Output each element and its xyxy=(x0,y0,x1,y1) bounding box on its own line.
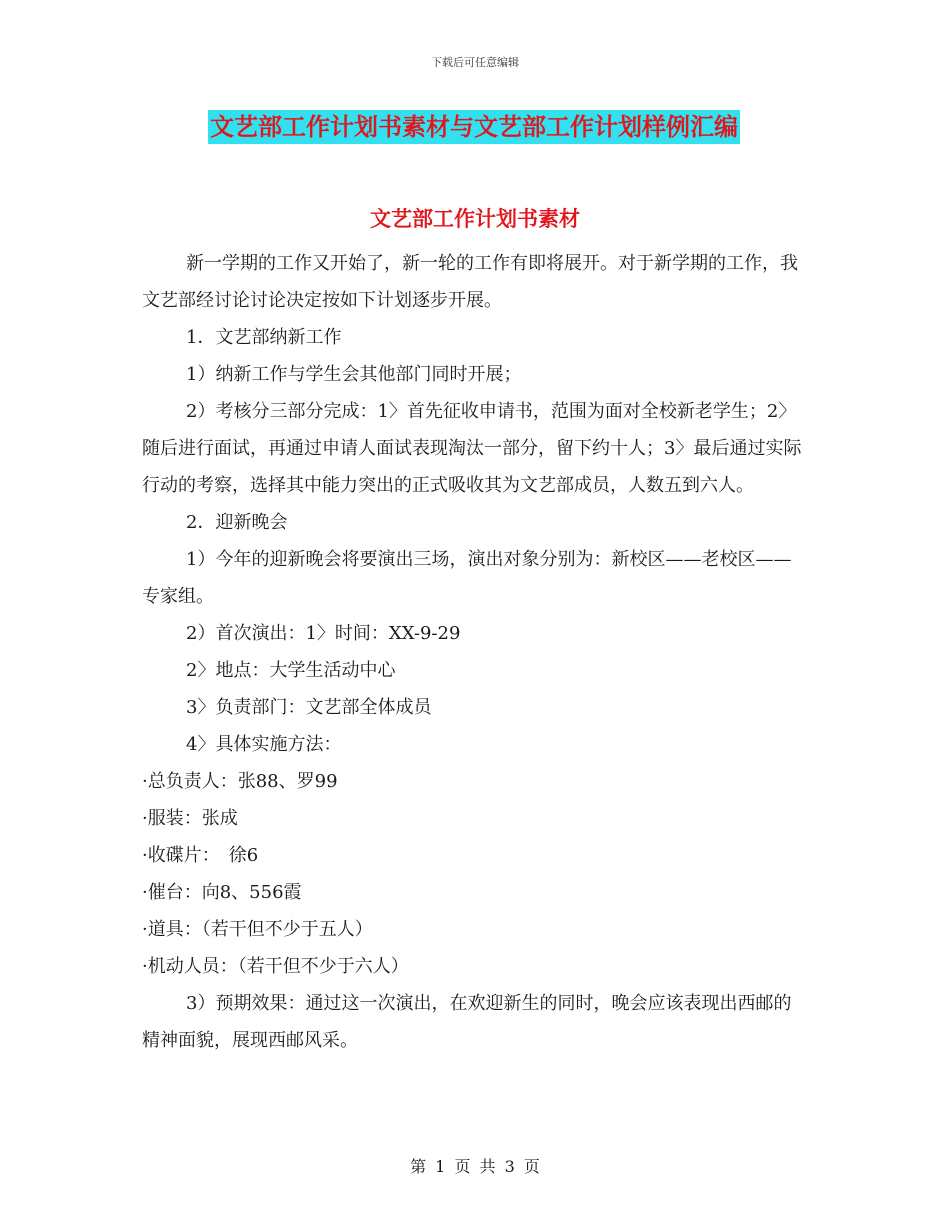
heading-recruitment: 1．文艺部纳新工作 xyxy=(186,327,342,348)
paragraph: 2）首次演出：1〉时间：XX-9-29 xyxy=(186,623,461,644)
paragraph: 1）今年的迎新晚会将要演出三场，演出对象分别为：新校区——老校区——专家组。 xyxy=(142,549,792,607)
list-item: ·总负责人：张88、罗99 xyxy=(142,771,338,792)
intro-paragraph: 新一学期的工作又开始了，新一轮的工作有即将展开。对于新学期的工作，我文艺部经讨论讨论决定按如下计划逐步开展。 xyxy=(142,253,798,311)
document-body xyxy=(142,245,808,1059)
list-item: ·收碟片： 徐6 xyxy=(142,845,259,866)
list-item: ·服装：张成 xyxy=(142,808,238,829)
section-title: 文艺部工作计划书素材 xyxy=(370,207,580,231)
paragraph: 2〉地点：大学生活动中心 xyxy=(186,660,396,681)
page-number-footer: 第 1 页 共 3 页 xyxy=(410,1157,540,1176)
list-item: ·催台：向8、556霞 xyxy=(142,882,302,903)
header-note: 下载后可任意编辑 xyxy=(431,56,519,69)
paragraph: 1）纳新工作与学生会其他部门同时开展； xyxy=(186,364,522,385)
heading-welcome-party: 2．迎新晚会 xyxy=(186,512,288,533)
paragraph: 3〉负责部门：文艺部全体成员 xyxy=(186,697,432,718)
list-item: ·道具：（若干但不少于五人） xyxy=(142,919,373,940)
paragraph: 4〉具体实施方法： xyxy=(186,734,342,755)
paragraph: 3）预期效果：通过这一次演出，在欢迎新生的同时，晚会应该表现出西邮的精神面貌，展现西邮风采。 xyxy=(142,993,792,1051)
paragraph: 2）考核分三部分完成：1〉首先征收申请书，范围为面对全校新老学生；2〉随后进行面试，再通过申请人面试表现淘汰一部分，留下约十人；3〉最后通过实际行动的考察，选择其中能力突出的正式吸收其为文艺部成员，人数五到六人。 xyxy=(142,401,802,496)
document-title: 文艺部工作计划书素材与文艺部工作计划样例汇编 xyxy=(208,110,740,144)
list-item: ·机动人员：（若干但不少于六人） xyxy=(142,956,409,977)
